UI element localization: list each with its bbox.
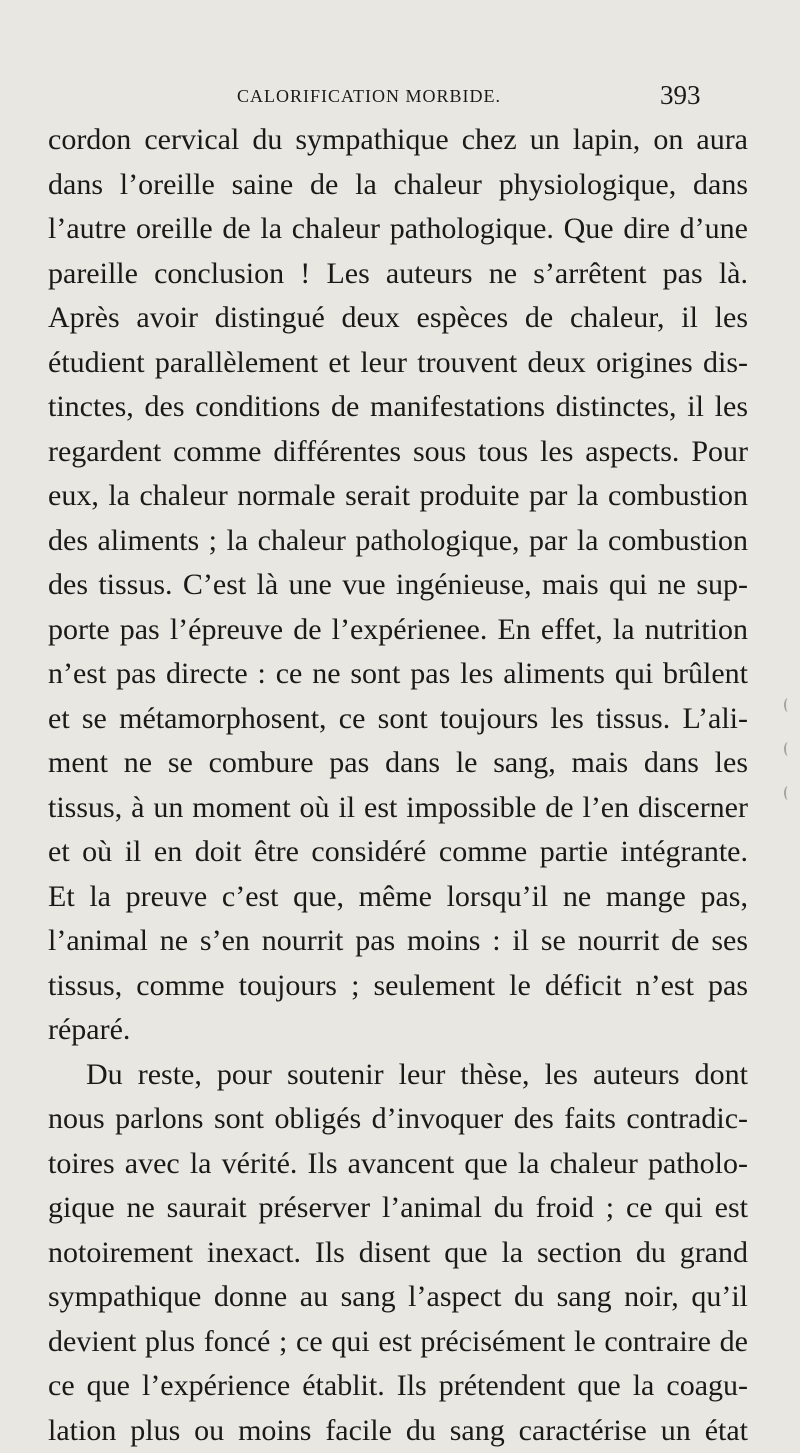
text-line: toires avec la vérité. Ils avancent que la chaleur patholo- bbox=[48, 1142, 748, 1187]
text-line: n’est pas directe : ce ne sont pas les aliments qui brûlent bbox=[48, 652, 748, 697]
text-line: ment ne se combure pas dans le sang, mais dans les bbox=[48, 741, 748, 786]
margin-mark bbox=[784, 698, 792, 712]
running-title: CALORIFICATION MORBIDE. bbox=[237, 86, 501, 107]
text-line: sympathique donne au sang l’aspect du sang noir, qu’il bbox=[48, 1275, 748, 1320]
text-line: l’autre oreille de la chaleur pathologique. Que dire d’une bbox=[48, 207, 748, 252]
text-line: des tissus. C’est là une vue ingénieuse, mais qui ne sup- bbox=[48, 563, 748, 608]
text-line: gique ne saurait préserver l’animal du froid ; ce qui est bbox=[48, 1186, 748, 1231]
text-line: tinctes, des conditions de manifestations distinctes, il les bbox=[48, 385, 748, 430]
text-line: tissus, à un moment où il est impossible de l’en discerner bbox=[48, 786, 748, 831]
margin-mark bbox=[784, 786, 792, 800]
text-line: regardent comme différentes sous tous les aspects. Pour bbox=[48, 430, 748, 475]
text-line: l’animal ne s’en nourrit pas moins : il se nourrit de ses bbox=[48, 919, 748, 964]
text-line: Et la preuve c’est que, même lorsqu’il ne mange pas, bbox=[48, 875, 748, 920]
text-line: Après avoir distingué deux espèces de chaleur, il les bbox=[48, 296, 748, 341]
text-line: réparé. bbox=[48, 1008, 748, 1053]
text-line: pareille conclusion ! Les auteurs ne s’arrêtent pas là. bbox=[48, 252, 748, 297]
margin-mark bbox=[784, 742, 792, 756]
text-line: tissus, comme toujours ; seulement le déficit n’est pas bbox=[48, 964, 748, 1009]
body-text bbox=[48, 118, 748, 1453]
text-line: ce que l’expérience établit. Ils prétendent que la coagu- bbox=[48, 1364, 748, 1409]
text-line: Du reste, pour soutenir leur thèse, les auteurs dont bbox=[48, 1053, 748, 1098]
text-line: eux, la chaleur normale serait produite par la combustion bbox=[48, 474, 748, 519]
text-line: et où il en doit être considéré comme partie intégrante. bbox=[48, 830, 748, 875]
page-number: 393 bbox=[660, 80, 701, 111]
text-line: nous parlons sont obligés d’invoquer des faits contradic- bbox=[48, 1097, 748, 1142]
text-line: devient plus foncé ; ce qui est précisément le contraire de bbox=[48, 1320, 748, 1365]
text-line: porte pas l’épreuve de l’expérienee. En effet, la nutrition bbox=[48, 608, 748, 653]
text-line: étudient parallèlement et leur trouvent deux origines dis- bbox=[48, 341, 748, 386]
text-line: cordon cervical du sympathique chez un lapin, on aura bbox=[48, 118, 748, 163]
text-line: des aliments ; la chaleur pathologique, par la combustion bbox=[48, 519, 748, 564]
text-line: notoirement inexact. Ils disent que la section du grand bbox=[48, 1231, 748, 1276]
text-line: lation plus ou moins facile du sang caractérise un état bbox=[48, 1409, 748, 1453]
text-line: dans l’oreille saine de la chaleur physiologique, dans bbox=[48, 163, 748, 208]
text-line: et se métamorphosent, ce sont toujours les tissus. L’ali- bbox=[48, 697, 748, 742]
